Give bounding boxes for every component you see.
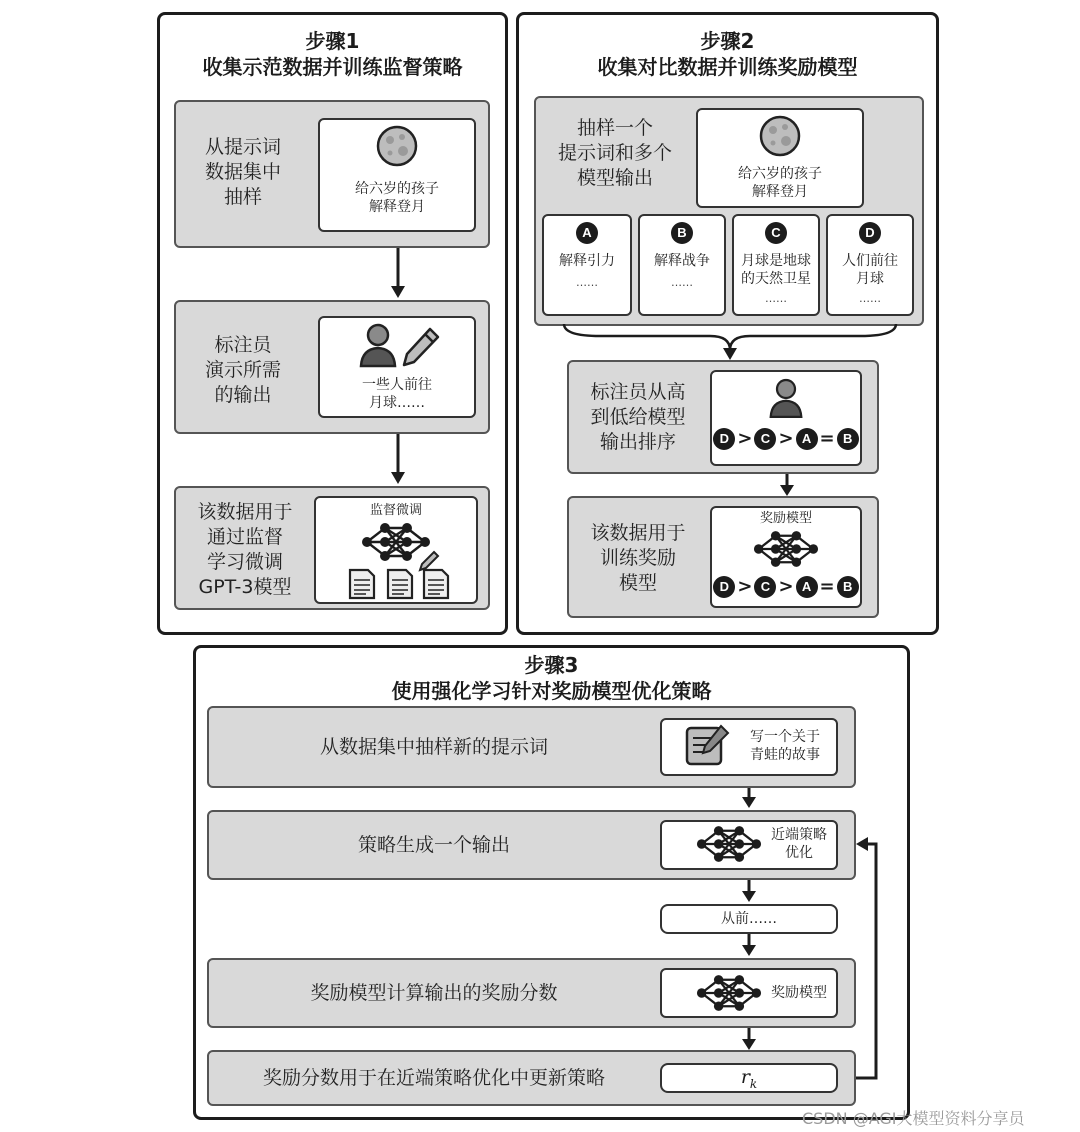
rank-item: A <box>796 428 818 450</box>
rank-operator: = <box>819 428 835 449</box>
step3-output-text: 从前…… <box>721 911 777 927</box>
document-icon <box>422 568 450 600</box>
output-text-c <box>733 252 819 288</box>
step1-box3-line: 该数据用于 <box>197 501 293 523</box>
step2-sample-outputs-text <box>538 116 692 191</box>
step2-title-line1: 步骤2 <box>700 29 755 53</box>
step3-prompt-line: 青蛙的故事 <box>750 747 820 763</box>
rank-item: D <box>713 428 735 450</box>
step1-finetune-text <box>180 500 310 600</box>
step1-labeler-text <box>180 333 306 408</box>
step3-title <box>196 652 907 704</box>
step3-prompt-line: 写一个关于 <box>750 729 820 745</box>
step2-box2-line: 输出排序 <box>599 431 676 453</box>
output-letter-a: A <box>576 222 598 244</box>
step1-prompt-line: 解释登月 <box>369 199 425 215</box>
document-icon <box>386 568 414 600</box>
ranking-sequence <box>712 428 860 450</box>
output-dots-c: …… <box>765 292 787 305</box>
output-c-line: 月球是地球 <box>741 253 811 269</box>
step1-box2-line: 标注员 <box>214 334 272 356</box>
step3-rm-line: 奖励模型 <box>771 985 827 1001</box>
arrow-down-icon <box>388 434 408 486</box>
output-dots-a: …… <box>576 276 598 289</box>
watermark: CSDN @AGI大模型资料分享员 <box>802 1109 1025 1128</box>
step1-prompt-card-text <box>320 180 474 216</box>
arrow-down-icon <box>739 934 759 958</box>
person-icon <box>358 322 398 368</box>
step1-box2-line: 的输出 <box>214 384 272 406</box>
step1-box1-line: 数据集中 <box>204 161 281 183</box>
rank-operator: > <box>737 428 753 449</box>
step1-title-line2: 收集示范数据并训练监督策略 <box>202 55 463 79</box>
step1-sample-prompt-text <box>180 135 306 210</box>
rank-item: B <box>837 428 859 450</box>
output-a-line: 解释引力 <box>559 253 615 269</box>
moon-icon <box>758 114 802 158</box>
step1-prompt-line: 给六岁的孩子 <box>355 181 439 197</box>
rank-operator: = <box>819 576 835 597</box>
pencil-icon <box>400 326 440 368</box>
brace-arrow-icon <box>560 322 900 362</box>
neural-network-icon <box>753 528 819 570</box>
document-icon <box>348 568 376 600</box>
step2-box3-line: 该数据用于 <box>590 522 686 544</box>
output-letter-b: B <box>671 222 693 244</box>
step3-title-line2: 使用强化学习针对奖励模型优化策略 <box>391 679 712 703</box>
step3-rm-card-text <box>762 984 836 1002</box>
arrow-down-icon <box>739 1028 759 1052</box>
step2-rm-label: 奖励模型 <box>759 511 812 526</box>
step3-update-row-text: 奖励分数用于在近端策略优化中更新策略 <box>262 1067 605 1089</box>
moon-icon <box>375 124 419 168</box>
step1-box3-line: 通过监督 <box>206 526 283 548</box>
arrow-down-icon <box>388 248 408 300</box>
step1-title-line1: 步骤1 <box>305 29 360 53</box>
rank-item: A <box>796 576 818 598</box>
step2-prompt-card-text <box>698 165 862 201</box>
step2-box2-line: 标注员从高 <box>590 381 686 403</box>
step1-demo-card-text <box>320 376 474 412</box>
step2-ranking-text <box>571 380 705 455</box>
notepad-icon <box>683 722 731 770</box>
rank-operator: > <box>737 576 753 597</box>
step3-policy-row-text: 策略生成一个输出 <box>357 834 510 856</box>
step1-box3-line: 学习微调 <box>206 551 283 573</box>
neural-network-icon <box>696 971 762 1015</box>
step3-reward-row-text: 奖励模型计算输出的奖励分数 <box>310 982 558 1004</box>
rank-item: C <box>754 428 776 450</box>
output-b-line: 解释战争 <box>654 253 710 269</box>
reward-symbol-k: k <box>749 1076 758 1091</box>
step1-demo-line: 一些人前往 <box>362 377 432 393</box>
rank-item: C <box>754 576 776 598</box>
arrow-down-icon <box>739 788 759 810</box>
step2-box3-line: 模型 <box>618 572 657 594</box>
pencil-icon <box>418 550 440 572</box>
arrow-down-icon <box>777 474 797 498</box>
step3-title-line1: 步骤3 <box>524 653 579 677</box>
step3-ppo-card-text <box>762 826 836 862</box>
step1-box3-line: GPT-3模型 <box>198 576 292 598</box>
step2-train-rm-text <box>571 521 705 596</box>
arrow-down-icon <box>739 880 759 904</box>
step2-box1-line: 模型输出 <box>576 167 653 189</box>
step3-prompt-card-text <box>736 728 834 764</box>
ranking-sequence <box>712 576 860 598</box>
output-d-line: 月球 <box>856 271 884 287</box>
rank-item: B <box>837 576 859 598</box>
person-icon <box>768 376 804 420</box>
step3-ppo-line: 近端策略 <box>771 827 827 843</box>
step1-demo-line: 月球…… <box>369 395 425 411</box>
step1-box2-line: 演示所需 <box>204 359 281 381</box>
reward-symbol <box>662 1064 836 1097</box>
step1-title <box>160 28 505 80</box>
step1-box1-line: 从提示词 <box>204 136 281 158</box>
feedback-arrow-icon <box>852 836 886 1086</box>
output-text-d <box>827 252 913 288</box>
output-text-b <box>640 252 724 270</box>
output-letter-d: D <box>859 222 881 244</box>
output-text-a <box>544 252 630 270</box>
reward-symbol-r: r <box>740 1066 750 1088</box>
step1-box1-line: 抽样 <box>223 186 262 208</box>
step2-prompt-line: 解释登月 <box>752 184 808 200</box>
rank-operator: > <box>778 576 794 597</box>
rank-operator: > <box>778 428 794 449</box>
output-dots-b: …… <box>671 276 693 289</box>
output-d-line: 人们前往 <box>842 253 898 269</box>
output-dots-d: …… <box>859 292 881 305</box>
step2-box3-line: 训练奖励 <box>599 547 676 569</box>
step3-ppo-line: 优化 <box>785 845 813 861</box>
output-c-line: 的天然卫星 <box>741 271 811 287</box>
step2-title <box>519 28 936 80</box>
step3-sample-row-text: 从数据集中抽样新的提示词 <box>319 736 548 758</box>
neural-network-icon <box>696 822 762 866</box>
step2-prompt-line: 给六岁的孩子 <box>738 166 822 182</box>
output-letter-c: C <box>765 222 787 244</box>
step1-sft-label: 监督微调 <box>369 503 422 518</box>
step2-box1-line: 提示词和多个 <box>557 142 672 164</box>
step2-box1-line: 抽样一个 <box>576 117 653 139</box>
step2-box2-line: 到低给模型 <box>590 406 686 428</box>
step2-title-line2: 收集对比数据并训练奖励模型 <box>597 55 858 79</box>
rank-item: D <box>713 576 735 598</box>
